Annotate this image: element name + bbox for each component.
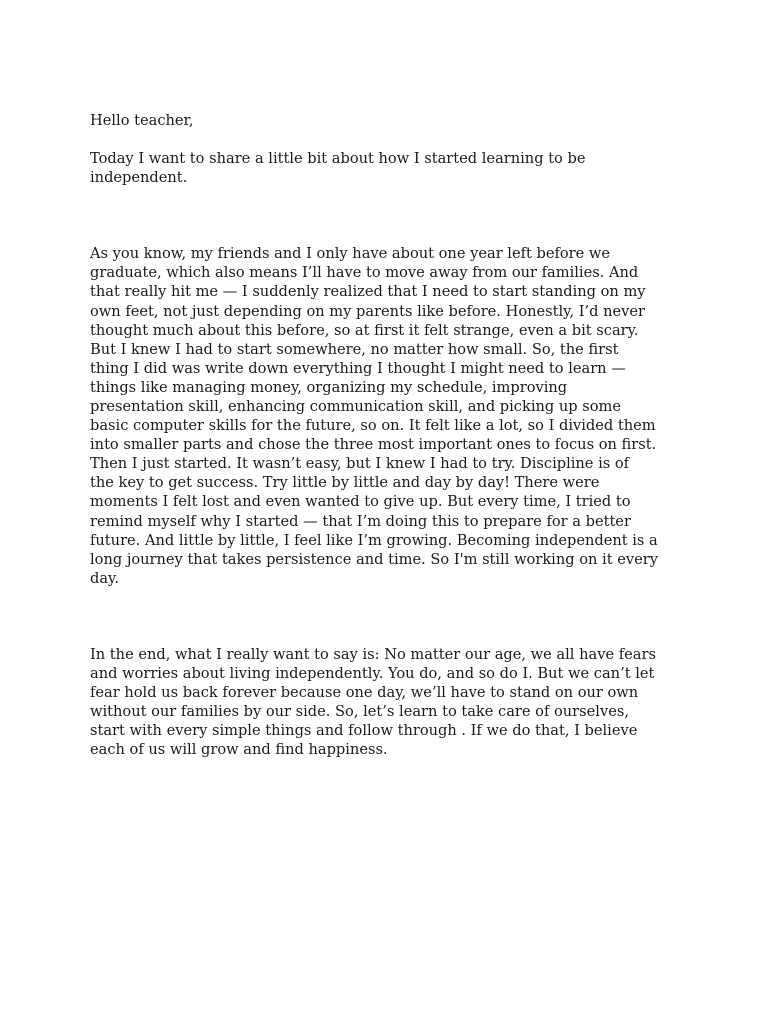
greeting-line: Hello teacher, bbox=[90, 112, 194, 130]
paragraph-spacer bbox=[90, 607, 686, 626]
closing-paragraph: In the end, what I really want to say is: No matter our age, we all have fears and worries about living independently. You do, and so do I. But we can’t let fear hold us back forever because one day, we’ll have to stand on our own without our families by our side. So, let’s learn to take care of ourselves, start with every simple things and follow through . If we do that, I believe each of us will grow and find happiness. bbox=[90, 645, 656, 759]
intro-paragraph: Today I want to share a little bit about how I started learning to be independent. bbox=[90, 150, 586, 187]
paragraph-spacer bbox=[90, 207, 686, 226]
document-body bbox=[90, 92, 686, 778]
body-paragraph: As you know, my friends and I only have about one year left before we graduate, which also means I’ll have to move away from our families. And that really hit me — I suddenly realized that I need to start standing on my own feet, not just depending on my parents like before. Honestly, I’d never thought much about this before, so at first it felt strange, even a bit scary. But I knew I had to start somewhere, no matter how small. So, the first thing I did was write down everything I thought I might need to learn — things like managing money, organizing my schedule, improving presentation skill, enhancing communication skill, and picking up some basic computer skills for the future, so on. It felt like a lot, so I divided them into smaller parts and chose the three most important ones to focus on first. Then I just started. It wasn’t easy, but I knew I had to try. Discipline is of the key to get success. Try little by little and day by day! There were moments I felt lost and even wanted to give up. But every time, I tried to remind myself why I started — that I’m doing this to prepare for a better future. And little by little, I feel like I’m growing. Becoming independent is a long journey that takes persistence and time. So I'm still working on it every day. bbox=[90, 245, 658, 587]
